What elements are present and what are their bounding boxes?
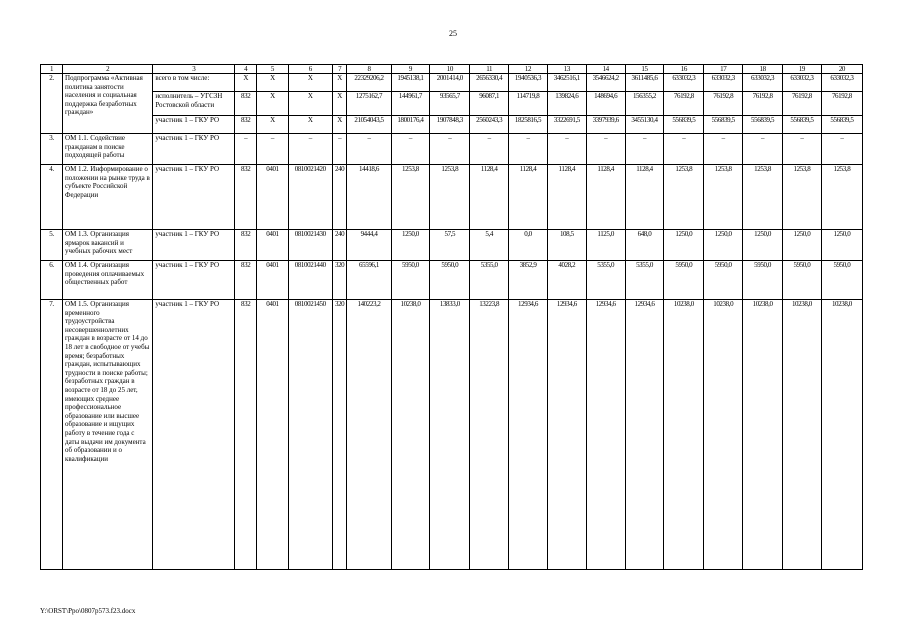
vr-cell: X [332, 116, 347, 134]
grbs-cell: 832 [235, 165, 257, 230]
value-cell: 633032,3 [664, 74, 704, 92]
value-cell: 108,5 [547, 230, 586, 261]
value-cell: 5355,0 [470, 261, 509, 300]
value-cell: 556839,5 [743, 116, 783, 134]
value-cell: 10238,0 [704, 300, 743, 570]
rzpr-cell: X [257, 74, 288, 92]
executor-cell: исполнитель – УГСЗН Ростовской области [153, 92, 235, 116]
column-number-row [41, 65, 863, 74]
value-cell: 3462516,1 [547, 74, 586, 92]
rzpr-cell: 0401 [257, 300, 288, 570]
value-cell: 156355,2 [625, 92, 664, 116]
value-cell: 5950,0 [391, 261, 430, 300]
value-cell: 57,5 [430, 230, 470, 261]
value-cell: 3322691,5 [547, 116, 586, 134]
value-cell: 139824,6 [547, 92, 586, 116]
value-cell: 76192,8 [783, 92, 822, 116]
value-cell: 648,0 [625, 230, 664, 261]
value-cell: 10238,0 [743, 300, 783, 570]
value-cell: 556839,5 [821, 116, 862, 134]
grbs-cell: – [235, 134, 257, 165]
table-row [41, 261, 863, 300]
value-cell: 1250,0 [704, 230, 743, 261]
csr-cell: 0810021420 [288, 165, 332, 230]
csr-cell: 0810021440 [288, 261, 332, 300]
table-row [41, 300, 863, 570]
column-number: 13 [547, 65, 586, 74]
value-cell: 3397939,6 [586, 116, 625, 134]
table-row [41, 165, 863, 230]
program-name: Подпрограмма «Активная политика занятости населения и социальная поддержка безработных граждан» [63, 74, 153, 134]
value-cell: 76192,8 [704, 92, 743, 116]
executor-cell: участник 1 – ГКУ РО [153, 230, 235, 261]
value-cell: 5950,0 [704, 261, 743, 300]
value-cell: – [625, 134, 664, 165]
value-cell: – [783, 134, 822, 165]
value-cell: 148694,6 [586, 92, 625, 116]
value-cell: 3546624,2 [586, 74, 625, 92]
grbs-cell: 832 [235, 300, 257, 570]
value-cell: 1907848,3 [430, 116, 470, 134]
grbs-cell: 832 [235, 261, 257, 300]
vr-cell: X [332, 92, 347, 116]
executor-cell: участник 1 – ГКУ РО [153, 300, 235, 570]
executor-cell: участник 1 – ГКУ РО [153, 261, 235, 300]
value-cell: 114719,8 [509, 92, 548, 116]
value-cell: – [821, 134, 862, 165]
executor-cell: участник 1 – ГКУ РО [153, 116, 235, 134]
table-row [41, 116, 863, 134]
value-cell: 5950,0 [821, 261, 862, 300]
value-cell: 556839,5 [704, 116, 743, 134]
vr-cell: – [332, 134, 347, 165]
rzpr-cell: – [257, 134, 288, 165]
grbs-cell: 832 [235, 116, 257, 134]
value-cell: 1253,8 [704, 165, 743, 230]
value-cell: 1253,8 [783, 165, 822, 230]
value-cell: 9444,4 [347, 230, 391, 261]
value-cell: 10238,0 [783, 300, 822, 570]
column-number: 18 [743, 65, 783, 74]
value-cell: 1275162,7 [347, 92, 391, 116]
value-cell: 76192,8 [664, 92, 704, 116]
grbs-cell: X [235, 74, 257, 92]
value-cell: 1940536,3 [509, 74, 548, 92]
value-cell: 13223,8 [470, 300, 509, 570]
value-cell: 140223,2 [347, 300, 391, 570]
executor-cell: всего в том числе: [153, 74, 235, 92]
value-cell: 1253,8 [391, 165, 430, 230]
column-number: 5 [257, 65, 288, 74]
column-number: 7 [332, 65, 347, 74]
value-cell: 76192,8 [821, 92, 862, 116]
column-number: 19 [783, 65, 822, 74]
value-cell: 5950,0 [664, 261, 704, 300]
value-cell: 14418,6 [347, 165, 391, 230]
table-row [41, 92, 863, 116]
budget-table [40, 64, 863, 570]
grbs-cell: 832 [235, 230, 257, 261]
vr-cell: 240 [332, 165, 347, 230]
row-number: 2. [41, 74, 63, 134]
value-cell: – [547, 134, 586, 165]
measure-name: ОМ 1.1. Содействие гражданам в поиске подходящей работы [63, 134, 153, 165]
value-cell: 1128,4 [586, 165, 625, 230]
value-cell: 1250,0 [783, 230, 822, 261]
value-cell: 1945138,1 [391, 74, 430, 92]
value-cell: 4028,2 [547, 261, 586, 300]
value-cell: 22329206,2 [347, 74, 391, 92]
executor-cell: участник 1 – ГКУ РО [153, 134, 235, 165]
value-cell: 1253,8 [743, 165, 783, 230]
value-cell: 144961,7 [391, 92, 430, 116]
value-cell: 1128,4 [470, 165, 509, 230]
value-cell: 1250,0 [664, 230, 704, 261]
vr-cell: 240 [332, 230, 347, 261]
value-cell: 2656330,4 [470, 74, 509, 92]
rzpr-cell: X [257, 116, 288, 134]
rzpr-cell: X [257, 92, 288, 116]
row-number: 7. [41, 300, 63, 570]
value-cell: 633032,3 [743, 74, 783, 92]
value-cell: 556839,5 [664, 116, 704, 134]
vr-cell: 320 [332, 261, 347, 300]
column-number: 9 [391, 65, 430, 74]
csr-cell: 0810021450 [288, 300, 332, 570]
value-cell: 1128,4 [509, 165, 548, 230]
value-cell: 13833,0 [430, 300, 470, 570]
measure-name: ОМ 1.3. Организация ярмарок вакансий и учебных рабочих мест [63, 230, 153, 261]
table-row [41, 134, 863, 165]
value-cell: 1125,0 [586, 230, 625, 261]
value-cell: 3611485,6 [625, 74, 664, 92]
csr-cell: X [288, 92, 332, 116]
column-number: 4 [235, 65, 257, 74]
value-cell: 21054043,5 [347, 116, 391, 134]
value-cell: – [664, 134, 704, 165]
column-number: 2 [63, 65, 153, 74]
column-number: 8 [347, 65, 391, 74]
value-cell: 633032,3 [821, 74, 862, 92]
page-number: 25 [449, 29, 457, 38]
value-cell: 1253,8 [821, 165, 862, 230]
file-path-footer: Y:\ORST\Ppo\0807p573.f23.docx [40, 607, 136, 615]
value-cell: 1250,0 [743, 230, 783, 261]
column-number: 20 [821, 65, 862, 74]
vr-cell: 320 [332, 300, 347, 570]
rzpr-cell: 0401 [257, 261, 288, 300]
value-cell: 76192,8 [743, 92, 783, 116]
value-cell: 10238,0 [391, 300, 430, 570]
rzpr-cell: 0401 [257, 230, 288, 261]
value-cell: 2001414,0 [430, 74, 470, 92]
value-cell: 1253,8 [430, 165, 470, 230]
value-cell: – [704, 134, 743, 165]
value-cell: 1825816,5 [509, 116, 548, 134]
column-number: 17 [704, 65, 743, 74]
value-cell: 633032,3 [783, 74, 822, 92]
value-cell: 1800176,4 [391, 116, 430, 134]
value-cell: 5950,0 [783, 261, 822, 300]
value-cell: 12934,6 [586, 300, 625, 570]
column-number: 10 [430, 65, 470, 74]
column-number: 3 [153, 65, 235, 74]
value-cell: – [743, 134, 783, 165]
value-cell: 5950,0 [430, 261, 470, 300]
value-cell: 12934,6 [547, 300, 586, 570]
value-cell: 5950,0 [743, 261, 783, 300]
value-cell: 3852,9 [509, 261, 548, 300]
column-number: 16 [664, 65, 704, 74]
measure-name: ОМ 1.5. Организация временного трудоустройства несовершеннолетних граждан в возрасте от 14 до 18 лет в свободное от учебы время; безработных граждан, испытывающих трудности в поиске работы; безработных граждан в возрасте от 18 до 25 лет, имеющих среднее профессиональное образование или высшее образование и ищущих работу в течение года с даты выдачи им документа об образовании и о квалификации [63, 300, 153, 570]
value-cell: 10238,0 [664, 300, 704, 570]
value-cell: 93565,7 [430, 92, 470, 116]
value-cell: 556839,5 [783, 116, 822, 134]
column-number: 14 [586, 65, 625, 74]
column-number: 15 [625, 65, 664, 74]
value-cell: 5355,0 [625, 261, 664, 300]
executor-cell: участник 1 – ГКУ РО [153, 165, 235, 230]
grbs-cell: 832 [235, 92, 257, 116]
value-cell: 2560243,3 [470, 116, 509, 134]
value-cell: 0,0 [509, 230, 548, 261]
column-number: 11 [470, 65, 509, 74]
value-cell: 1250,0 [821, 230, 862, 261]
value-cell: 10238,0 [821, 300, 862, 570]
value-cell: – [391, 134, 430, 165]
csr-cell: X [288, 74, 332, 92]
measure-name: ОМ 1.4. Организация проведения оплачиваемых общественных работ [63, 261, 153, 300]
value-cell: 3455130,4 [625, 116, 664, 134]
row-number: 6. [41, 261, 63, 300]
vr-cell: X [332, 74, 347, 92]
value-cell: 65596,1 [347, 261, 391, 300]
csr-cell: – [288, 134, 332, 165]
row-number: 5. [41, 230, 63, 261]
column-number: 1 [41, 65, 63, 74]
measure-name: ОМ 1.2. Информирование о положении на рынке труда в субъекте Российской Федерации [63, 165, 153, 230]
value-cell: 1253,8 [664, 165, 704, 230]
value-cell: – [347, 134, 391, 165]
value-cell: – [509, 134, 548, 165]
csr-cell: X [288, 116, 332, 134]
value-cell: – [470, 134, 509, 165]
column-number: 12 [509, 65, 548, 74]
value-cell: 96087,1 [470, 92, 509, 116]
value-cell: 633032,3 [704, 74, 743, 92]
value-cell: 1128,4 [547, 165, 586, 230]
value-cell: 5,4 [470, 230, 509, 261]
value-cell: – [430, 134, 470, 165]
row-number: 3. [41, 134, 63, 165]
rzpr-cell: 0401 [257, 165, 288, 230]
value-cell: – [586, 134, 625, 165]
value-cell: 5355,0 [586, 261, 625, 300]
column-number: 6 [288, 65, 332, 74]
value-cell: 12934,6 [625, 300, 664, 570]
value-cell: 1128,4 [625, 165, 664, 230]
value-cell: 12934,6 [509, 300, 548, 570]
value-cell: 1250,0 [391, 230, 430, 261]
table-row [41, 230, 863, 261]
csr-cell: 0810021430 [288, 230, 332, 261]
table-row [41, 74, 863, 92]
row-number: 4. [41, 165, 63, 230]
